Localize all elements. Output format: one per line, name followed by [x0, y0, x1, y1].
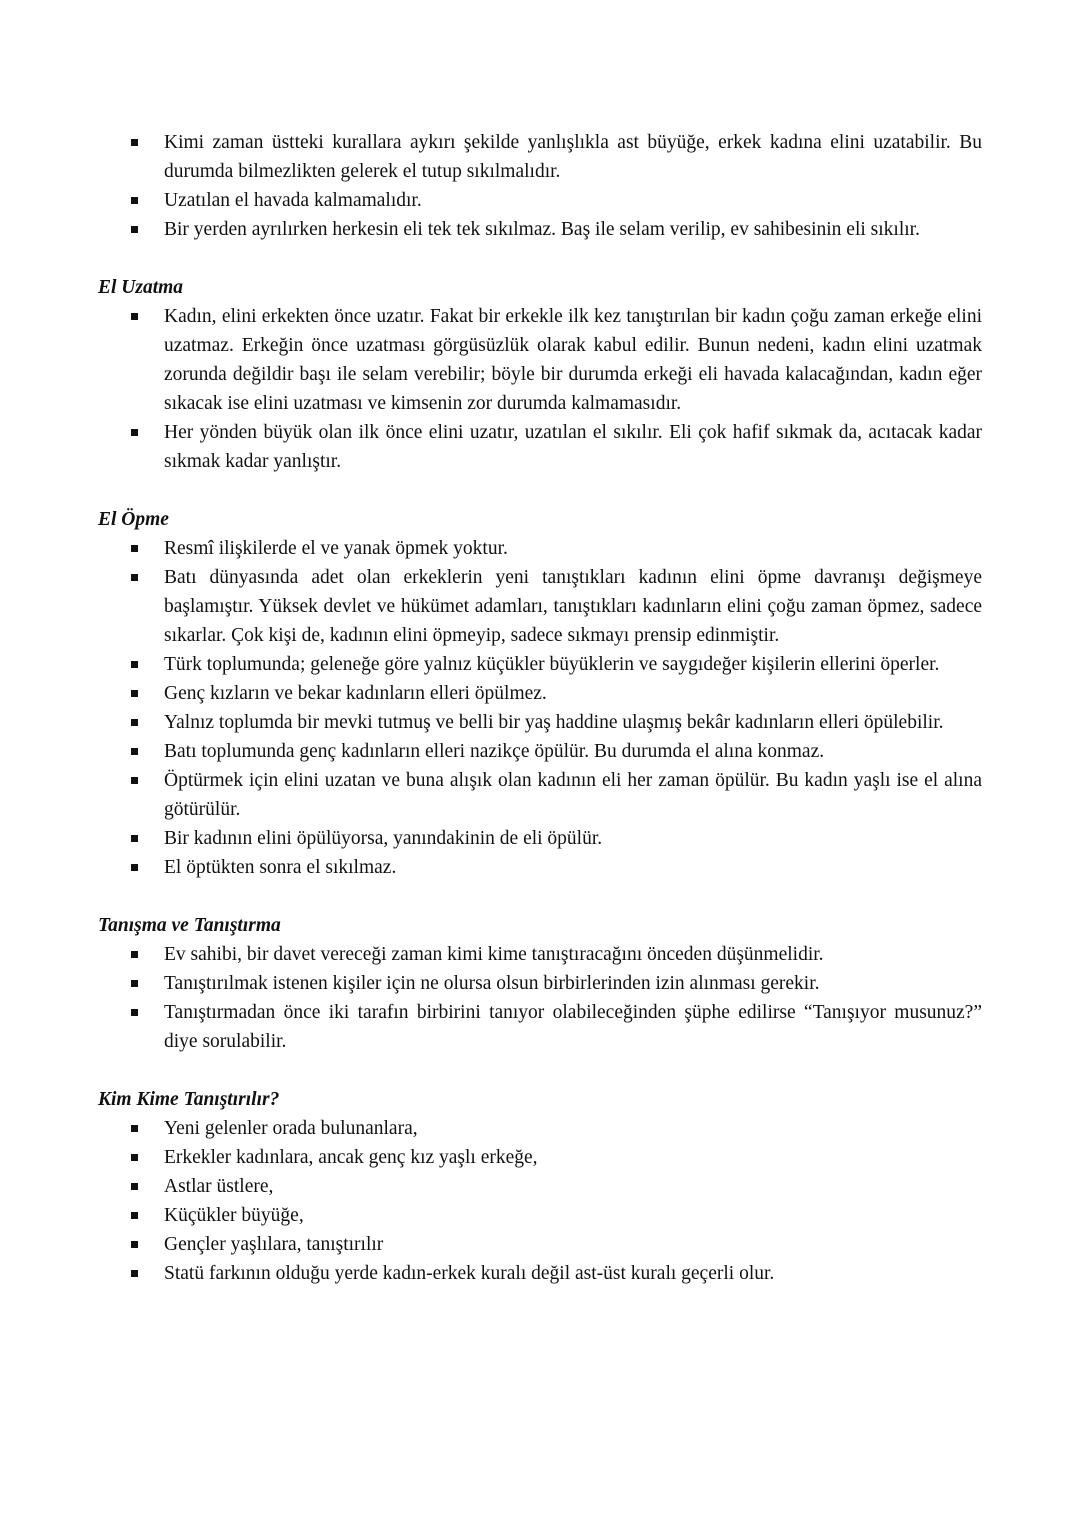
- list-item: Kimi zaman üstteki kurallara aykırı şekilde yanlışlıkla ast büyüğe, erkek kadına elini uzatabilir. Bu durumda bilmezlikten gelerek el tutup sıkılmalıdır.: [164, 128, 982, 186]
- list-item: Küçükler büyüğe,: [164, 1201, 982, 1230]
- list-item: Bir kadının elini öpülüyorsa, yanındakinin de eli öpülür.: [164, 824, 982, 853]
- list-item: Resmî ilişkilerde el ve yanak öpmek yoktur.: [164, 534, 982, 563]
- section-heading-tanisma: Tanışma ve Tanıştırma: [98, 915, 281, 936]
- tanisma-list: [98, 940, 982, 1056]
- section-heading-el-uzatma: El Uzatma: [98, 277, 184, 298]
- list-item: Batı toplumunda genç kadınların elleri nazikçe öpülür. Bu durumda el alına konmaz.: [164, 737, 982, 766]
- el-opme-list: [98, 534, 982, 882]
- list-item: Bir yerden ayrılırken herkesin eli tek tek sıkılmaz. Baş ile selam verilip, ev sahibesinin eli sıkılır.: [164, 215, 982, 244]
- list-item: Uzatılan el havada kalmamalıdır.: [164, 186, 982, 215]
- list-item: Batı dünyasında adet olan erkeklerin yeni tanıştıkları kadının elini öpme davranışı değişmeye başlamıştır. Yüksek devlet ve hükümet adamları, tanıştıkları kadınların elini çoğu zaman öpmez, sadece sıkarlar. Çok kişi de, kadının elini öpmeyip, sadece sıkmayı prensip edinmiştir.: [164, 563, 982, 650]
- list-item: Yeni gelenler orada bulunanlara,: [164, 1114, 982, 1143]
- kim-kime-list: [98, 1114, 982, 1288]
- list-item: Tanıştırılmak istenen kişiler için ne olursa olsun birbirlerinden izin alınması gerekir.: [164, 969, 982, 998]
- list-item: Astlar üstlere,: [164, 1172, 982, 1201]
- section-heading-el-opme: El Öpme: [98, 509, 169, 530]
- list-item: Tanıştırmadan önce iki tarafın birbirini tanıyor olabileceğinden şüphe edilirse “Tanışıyor musunuz?” diye sorulabilir.: [164, 998, 982, 1056]
- list-item: Erkekler kadınlara, ancak genç kız yaşlı erkeğe,: [164, 1143, 982, 1172]
- list-item: El öptükten sonra el sıkılmaz.: [164, 853, 982, 882]
- list-item: Kadın, elini erkekten önce uzatır. Fakat bir erkekle ilk kez tanıştırılan bir kadın çoğu zaman erkeğe elini uzatmaz. Erkeğin önce uzatması görgüsüzlük olarak kabul edilir. Bunun nedeni, kadın elini uzatmak zorunda değildir başı ile selam verebilir; böyle bir durumda erkeği eli havada kalacağından, kadın eğer sıkacak ise elini uzatması ve kimsenin zor durumda kalmamasıdır.: [164, 302, 982, 418]
- list-item: Her yönden büyük olan ilk önce elini uzatır, uzatılan el sıkılır. Eli çok hafif sıkmak da, acıtacak kadar sıkmak kadar yanlıştır.: [164, 418, 982, 476]
- list-item: Statü farkının olduğu yerde kadın-erkek kuralı değil ast-üst kuralı geçerli olur.: [164, 1259, 982, 1288]
- list-item: Yalnız toplumda bir mevki tutmuş ve belli bir yaş haddine ulaşmış bekâr kadınların elleri öpülebilir.: [164, 708, 982, 737]
- section-heading-kim-kime: Kim Kime Tanıştırılır?: [98, 1089, 280, 1110]
- document-page: [98, 128, 982, 1288]
- list-item: Türk toplumunda; geleneğe göre yalnız küçükler büyüklerin ve saygıdeğer kişilerin ellerini öperler.: [164, 650, 982, 679]
- el-uzatma-list: [98, 302, 982, 476]
- list-item: Öptürmek için elini uzatan ve buna alışık olan kadının eli her zaman öpülür. Bu kadın yaşlı ise el alına götürülür.: [164, 766, 982, 824]
- list-item: Gençler yaşlılara, tanıştırılır: [164, 1230, 982, 1259]
- intro-list: [98, 128, 982, 244]
- list-item: Ev sahibi, bir davet vereceği zaman kimi kime tanıştıracağını önceden düşünmelidir.: [164, 940, 982, 969]
- list-item: Genç kızların ve bekar kadınların elleri öpülmez.: [164, 679, 982, 708]
